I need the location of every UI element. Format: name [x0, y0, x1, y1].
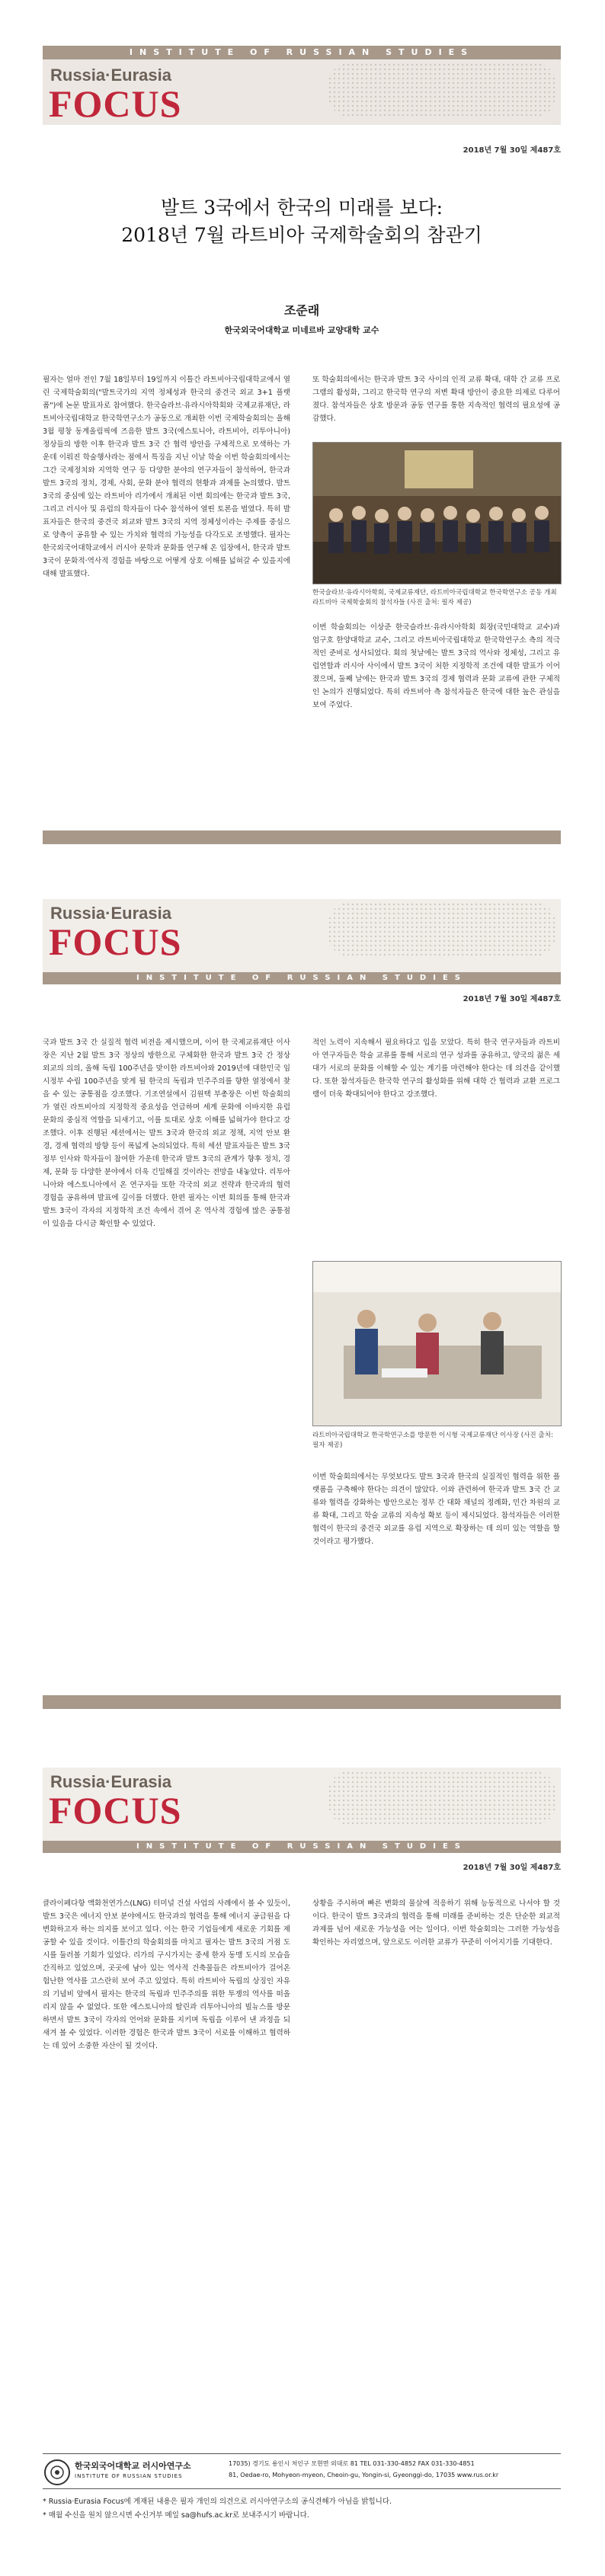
issue-date-3: 2018년 7월 30일 제487호 [463, 1864, 561, 1872]
page-separator-1 [43, 830, 561, 844]
p2-left-column: 국과 발트 3국 간 실질적 협력 비전을 제시했으며, 이어 한 국제교류재단 이사장은 지난 2월 발트 3국 정상의 방한으로 구체화한 한국과 발트 3국 간 정상 외교의 의의, 올해 독립 100주년을 맞이한 라트비아와 2019년에 대한민국 임시정부 수립 100주년을 맞게 될 한국의 독립과 민주주의를 향한 열정에서 찾을 수 있는 공통점을 강조했다. 기조연설에서 김원택 부총장은 이번 학술회의가 열린 라트비아의 지정학적 중요성을 언급하며 세계 문화에 이바지한 유럽 문화의 중심적 역할을 되새기고, 이를 토대로 상호 이해를 넓혀가야 한다고 강조했다. 이후 진행된 세션에서는 발트 3국과 한국의 외교 정책, 지역 안보 환경, 경제 협력의 방향 등이 폭넓게 논의되었다. 특히 세션 발표자들은 발트 3국 정부 인사와 학자들이 참여한 가운데 한국과 발트 3국의 관계가 향후 정치, 경제, 문화 등 다양한 분야에서 더욱 긴밀해질 것이라는 전망을 내놓았다. 리투아니아와 에스토니아에서 온 연구자들 또한 각국의 외교 전략과 한국과의 협력 경험을 공유하며 발표에 깊이를 더했다. 한편 필자는 이번 회의를 통해 한국과 발트 3국이 각자의 지정학적 조건 속에서 겪어 온 역사적 경험에 많은 공통점이 있음을 다시금 확인할 수 있었다. [43, 1038, 293, 1228]
logo-russia-eurasia-3: Russia·Eurasia [50, 1772, 171, 1791]
visit-photo [312, 1261, 562, 1426]
logo-focus-3: FOCUS [49, 1789, 182, 1832]
p2-right-column-top: 적인 노력이 지속해서 필요하다고 입을 모았다. 특히 한국 연구자들과 라트비아 연구자들은 학술 교류를 통해 서로의 연구 성과를 공유하고, 양국의 젊은 세대가 서로의 문화를 이해할 수 있는 계기를 마련해야 한다는 데 의견을 같이했다. 또한 참석자들은 한국학 연구의 활성화를 위해 대학 간 협력과 교환 프로그램이 더욱 확대되어야 한다고 강조했다. [312, 1038, 560, 1099]
issue-date: 2018년 7월 30일 제487호 [463, 146, 561, 155]
p2-right-column-bottom: 이번 학술회의에서는 무엇보다도 발트 3국과 한국의 실질적인 협력을 위한 플랫폼을 구축해야 한다는 의견이 많았다. 이와 관련하여 한국과 발트 3국 간 교류와 협력을 강화하는 방안으로는 정부 간 대화 채널의 정례화, 민간 차원의 교류 확대, 그리고 학술 교류의 지속성 확보 등이 제시되었다. 참석자들은 이러한 협력이 한국의 중견국 외교를 유럽 지역으로 확장하는 데 의미 있는 역할을 할 것이라고 평가했다. [312, 1473, 563, 1546]
banner-bottom-2: INSTITUTE OF RUSSIAN STUDIES [43, 972, 561, 984]
conference-group-photo [312, 442, 562, 584]
p1-right-column-top: 또 학술회의에서는 한국과 발트 3국 사이의 인적 교류 확대, 대학 간 교류 프로그램의 활성화, 그리고 한국학 연구의 저변 확대 방안이 중요한 의제로 다루어졌다. 참석자들은 상호 방문과 공동 연구를 통한 지속적인 협력의 필요성에 공감했다. [312, 376, 560, 423]
footer-note-2: * 매월 수신을 원치 않으시면 수신거부 메일 sa@hufs.ac.kr로 보내주시기 바랍니다. [43, 2511, 309, 2520]
masthead-page1 [43, 46, 561, 168]
university-seal-icon [44, 2459, 70, 2485]
article-title [43, 194, 561, 249]
logo-area [43, 59, 561, 125]
world-map-graphic-2 [328, 902, 556, 957]
logo-focus: FOCUS [49, 82, 182, 125]
p2-photo-caption: 라트비아국립대학교 한국학연구소를 방문한 이시형 국제교류재단 이사장 (사진 출처: 필자 제공) [312, 1432, 553, 1449]
logo-russia-eurasia-2: Russia·Eurasia [50, 904, 171, 923]
logo-focus-2: FOCUS [49, 920, 182, 963]
page-separator-2 [43, 1695, 561, 1709]
logo-area-3 [43, 1768, 561, 1841]
footer-address: 17035) 경기도 용인시 처인구 모현면 외대로 81 TEL 031-330-4852 FAX 031-330-4851 [229, 2460, 475, 2467]
p3-left-column: 클라이페다항 액화천연가스(LNG) 터미널 건설 사업의 사례에서 볼 수 있듯이, 발트 3국은 에너지 안보 분야에서도 한국과의 협력을 통해 에너지 공급원을 다변화하고자 하는 의지를 보이고 있다. 이는 한국 기업들에게 새로운 기회를 제공할 수 있을 것이다. 이틀간의 학술회의를 마치고 필자는 발트 3국의 거점 도시를 둘러볼 기회가 있었다. 리가의 구시가지는 중세 한자 동맹 도시의 모습을 간직하고 있었으며, 곳곳에 남아 있는 역사적 건축물들은 라트비아가 걸어온 험난한 역사를 고스란히 보여 주고 있었다. 특히 라트비아 독립의 상징인 자유의 기념비 앞에서 필자는 한국의 독립과 민주주의를 위한 투쟁의 역사를 떠올리지 않을 수 없었다. 또한 에스토니아의 탈린과 리투아니아의 빌뉴스를 방문하면서 발트 3국이 각자의 언어와 문화를 지키며 독립을 이루어 낸 과정을 되새겨 볼 수 있었다. 이러한 경험은 한국과 발트 3국이 서로를 이해하고 협력하는 데 있어 소중한 자산이 될 것이다. [43, 1899, 293, 2050]
footer-address-en: 81, Oedae-ro, Mohyeon-myeon, Cheoin-gu, Yongin-si, Gyeonggi-do, 17035 www.rus.or.kr [229, 2472, 499, 2478]
p3-right-column: 상황을 주시하며 빠른 변화의 물살에 적응하기 위해 능동적으로 나서야 할 것이다. 한국이 발트 3국과의 협력을 통해 미래를 준비하는 것은 단순한 외교적 과제를 넘어 새로운 가능성을 여는 일이다. 이번 학술회의는 그러한 가능성을 확인하는 자리였으며, 앞으로도 이러한 교류가 꾸준히 이어지기를 기대한다. [312, 1899, 563, 1947]
logo-russia-eurasia: Russia·Eurasia [50, 66, 171, 85]
author-name: 조준래 [283, 303, 320, 318]
footer-divider-2 [43, 2488, 561, 2489]
banner-top: INSTITUTE OF RUSSIAN STUDIES [43, 46, 561, 59]
issue-date-2: 2018년 7월 30일 제487호 [463, 995, 561, 1003]
title-line-1: 발트 3국에서 한국의 미래를 보다: [160, 197, 443, 219]
masthead-page2 [43, 899, 561, 1013]
banner-bottom-3: INSTITUTE OF RUSSIAN STUDIES [43, 1841, 561, 1853]
author-affiliation: 한국외국어대학교 미네르바 교양대학 교수 [224, 325, 379, 335]
p1-photo-caption: 한국슬라브·유라시아학회, 국제교류재단, 라트비아국립대학교 한국학연구소 공동 개최 라트비아 국제학술회의 참석자들 (사진 출처: 필자 제공) [312, 589, 557, 606]
world-map-graphic [328, 62, 556, 117]
institute-name-en: INSTITUTE OF RUSSIAN STUDIES [75, 2473, 183, 2479]
world-map-graphic-3 [328, 1771, 556, 1826]
title-line-2: 2018년 7월 라트비아 국제학술회의 참관기 [121, 224, 482, 246]
footer-note-1: * Russia·Eurasia Focus에 게재된 내용은 필자 개인의 의견으로 러시아연구소의 공식견해가 아님을 밝힙니다. [43, 2498, 392, 2506]
footer-divider [43, 2453, 561, 2454]
masthead-page3 [43, 1768, 561, 1882]
p1-right-column-bottom: 이번 학술회의는 이상준 한국슬라브·유라시아학회 회장(국민대학교 교수)과 엄구호 한양대학교 교수, 그리고 라트비아국립대학교 한국학연구소 측의 적극적인 준비로 성사되었다. 회의 첫날에는 발트 3국의 역사와 정체성, 그리고 유럽연합과 러시아 사이에서 발트 3국이 처한 지정학적 조건에 대한 발표가 이어졌으며, 둘째 날에는 한국과 발트 3국의 경제 협력과 문화 교류에 관한 구체적인 논의가 진행되었다. 특히 라트비아 측 참석자들은 한국에 대한 높은 관심을 보여 주었다. [312, 623, 563, 709]
institute-name: 한국외국어대학교 러시아연구소 [75, 2461, 191, 2471]
p1-left-column: 필자는 얼마 전인 7월 18일부터 19일까지 이틀간 라트비아국립대학교에서 열린 국제학술회의("발트국가의 지역 정체성과 한국의 중견국 외교 3+1 플랫폼")에 논문 발표자로 참여했다. 한국슬라브·유라시아학회와 국제교류재단, 라트비아국립대학교 한국학연구소가 공동으로 개최한 이번 국제학술회의는 올해 3월 평창 동계올림픽에 즈음한 발트 3국(에스토니아, 라트비아, 리투아니아) 정상들의 방한 이후 한국과 발트 3국 간 협력 방안을 구체적으로 모색하는 가운데 이뤄진 학술행사라는 점에서 특징을 지닌 이날 학술 이번 학술회의에서는 그간 국제정치와 지역학 연구 등 다양한 분야의 연구자들이 참석하여, 한국과 발트 3국의 정치, 경제, 사회, 문화 분야 협력의 현황과 과제를 논의했다. 발트 3국의 중심에 있는 라트비아 리가에서 개최된 이번 회의에는 한국과 발트 3국, 그리고 러시아 및 유럽의 학자들이 다수 참석하여 열띤 토론을 벌였다. 특히 발표자들은 한국의 중견국 외교와 발트 3국의 지역 정체성이라는 주제를 중심으로 양측이 공유할 수 있는 가치와 협력의 가능성을 다각도로 조명했다. 필자는 한국외국어대학교에서 러시아 문학과 문화를 연구해 온 입장에서, 한국과 발트 3국이 문화적·역사적 경험을 바탕으로 어떻게 상호 이해를 넓혀갈 수 있을지에 대해 발표했다. [43, 376, 293, 578]
logo-area-2 [43, 899, 561, 972]
